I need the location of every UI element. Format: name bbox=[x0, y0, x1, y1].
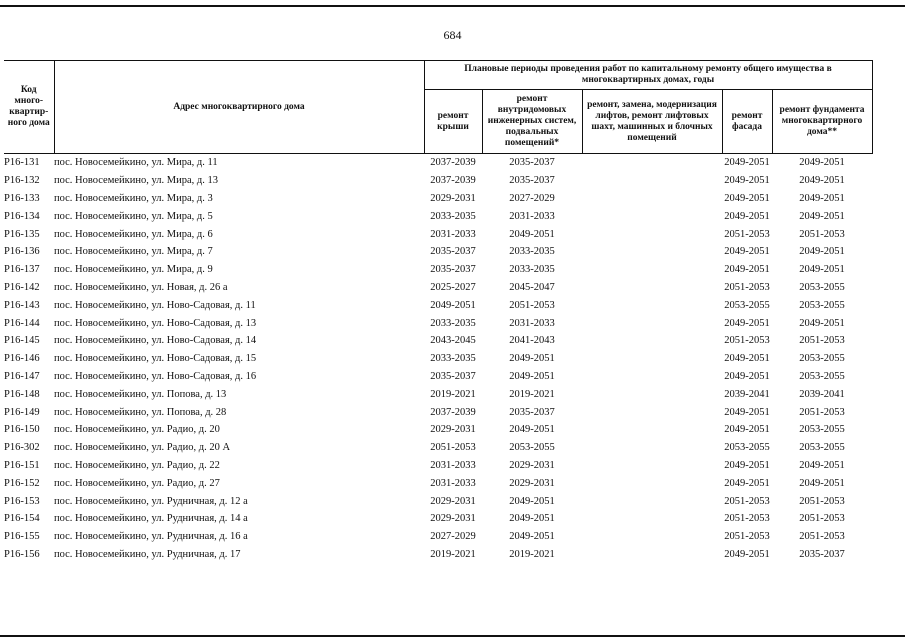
cell-facade: 2049-2051 bbox=[724, 210, 770, 222]
cell-roof: 2029-2031 bbox=[430, 495, 476, 507]
cell-code: Р16-137 bbox=[4, 264, 40, 276]
cell-code: Р16-150 bbox=[4, 424, 40, 436]
table-row bbox=[4, 510, 872, 528]
cell-roof: 2051-2053 bbox=[430, 442, 476, 454]
cell-address: пос. Новосемейкино, ул. Ново-Садовая, д. 14 bbox=[54, 335, 257, 347]
cell-systems: 2049-2051 bbox=[509, 370, 555, 382]
table-row bbox=[4, 492, 872, 510]
cell-systems: 2049-2051 bbox=[509, 353, 555, 365]
repair-schedule-table bbox=[4, 60, 873, 563]
table-row bbox=[4, 403, 872, 421]
table-row bbox=[4, 279, 872, 297]
cell-elevators bbox=[582, 243, 722, 261]
cell-address: пос. Новосемейкино, ул. Попова, д. 13 bbox=[54, 388, 227, 400]
cell-code: Р16-143 bbox=[4, 299, 40, 311]
cell-code: Р16-144 bbox=[4, 317, 40, 329]
cell-facade: 2049-2051 bbox=[724, 353, 770, 365]
cell-systems: 2041-2043 bbox=[509, 335, 555, 347]
cell-foundation: 2049-2051 bbox=[799, 157, 845, 169]
cell-facade: 2051-2053 bbox=[724, 531, 770, 543]
cell-systems: 2049-2051 bbox=[509, 531, 555, 543]
cell-systems: 2033-2035 bbox=[509, 264, 555, 276]
cell-address: пос. Новосемейкино, ул. Рудничная, д. 14 а bbox=[54, 513, 248, 525]
cell-roof: 2033-2035 bbox=[430, 353, 476, 365]
cell-elevators bbox=[582, 457, 722, 475]
cell-systems: 2049-2051 bbox=[509, 495, 555, 507]
cell-elevators bbox=[582, 225, 722, 243]
cell-systems: 2029-2031 bbox=[509, 477, 555, 489]
cell-address: пос. Новосемейкино, ул. Мира, д. 9 bbox=[54, 264, 213, 276]
cell-code: Р16-154 bbox=[4, 513, 40, 525]
cell-foundation: 2049-2051 bbox=[799, 264, 845, 276]
cell-roof: 2049-2051 bbox=[430, 299, 476, 311]
cell-address: пос. Новосемейкино, ул. Мира, д. 7 bbox=[54, 246, 213, 258]
cell-elevators bbox=[582, 385, 722, 403]
cell-roof: 2029-2031 bbox=[430, 513, 476, 525]
cell-address: пос. Новосемейкино, ул. Ново-Садовая, д. 15 bbox=[54, 353, 257, 365]
cell-foundation: 2053-2055 bbox=[799, 299, 845, 311]
cell-elevators bbox=[582, 421, 722, 439]
cell-code: Р16-149 bbox=[4, 406, 40, 418]
cell-roof: 2029-2031 bbox=[430, 424, 476, 436]
cell-elevators bbox=[582, 207, 722, 225]
cell-address: пос. Новосемейкино, ул. Радио, д. 20 bbox=[54, 424, 220, 436]
cell-facade: 2051-2053 bbox=[724, 335, 770, 347]
cell-foundation: 2053-2055 bbox=[799, 353, 845, 365]
cell-facade: 2051-2053 bbox=[724, 513, 770, 525]
cell-systems: 2051-2053 bbox=[509, 299, 555, 311]
cell-foundation: 2051-2053 bbox=[799, 531, 845, 543]
cell-code: Р16-302 bbox=[4, 442, 40, 454]
cell-roof: 2035-2037 bbox=[430, 370, 476, 382]
cell-roof: 2031-2033 bbox=[430, 228, 476, 240]
table-row bbox=[4, 439, 872, 457]
cell-foundation: 2049-2051 bbox=[799, 477, 845, 489]
cell-elevators bbox=[582, 528, 722, 546]
cell-address: пос. Новосемейкино, ул. Радио, д. 22 bbox=[54, 459, 220, 471]
cell-code: Р16-151 bbox=[4, 459, 40, 471]
cell-address: пос. Новосемейкино, ул. Новая, д. 26 а bbox=[54, 281, 228, 293]
cell-facade: 2053-2055 bbox=[724, 299, 770, 311]
cell-facade: 2049-2051 bbox=[724, 548, 770, 560]
header-periods-group: Плановые периоды проведения работ по капитальному ремонту общего имущества в многоквартирных домах, годы bbox=[424, 61, 872, 90]
cell-address: пос. Новосемейкино, ул. Рудничная, д. 12 а bbox=[54, 495, 248, 507]
cell-address: пос. Новосемейкино, ул. Рудничная, д. 16 а bbox=[54, 531, 248, 543]
cell-foundation: 2053-2055 bbox=[799, 281, 845, 293]
cell-code: Р16-155 bbox=[4, 531, 40, 543]
cell-address: пос. Новосемейкино, ул. Мира, д. 3 bbox=[54, 192, 213, 204]
cell-code: Р16-136 bbox=[4, 246, 40, 258]
cell-elevators bbox=[582, 332, 722, 350]
cell-address: пос. Новосемейкино, ул. Мира, д. 5 bbox=[54, 210, 213, 222]
cell-elevators bbox=[582, 510, 722, 528]
table-row bbox=[4, 314, 872, 332]
cell-elevators bbox=[582, 279, 722, 297]
cell-address: пос. Новосемейкино, ул. Попова, д. 28 bbox=[54, 406, 227, 418]
cell-code: Р16-153 bbox=[4, 495, 40, 507]
cell-roof: 2037-2039 bbox=[430, 157, 476, 169]
cell-foundation: 2049-2051 bbox=[799, 246, 845, 258]
header-elevators: ремонт, замена, модернизация лифтов, ремонт лифтовых шахт, машинных и блочных помещений bbox=[582, 90, 722, 154]
table-row bbox=[4, 261, 872, 279]
cell-address: пос. Новосемейкино, ул. Ново-Садовая, д. 11 bbox=[54, 299, 256, 311]
table-row bbox=[4, 421, 872, 439]
cell-roof: 2027-2029 bbox=[430, 531, 476, 543]
cell-facade: 2051-2053 bbox=[724, 228, 770, 240]
cell-systems: 2033-2035 bbox=[509, 246, 555, 258]
cell-systems: 2019-2021 bbox=[509, 548, 555, 560]
header-code: Код много-квартир-ного дома bbox=[4, 61, 54, 154]
cell-address: пос. Новосемейкино, ул. Ново-Садовая, д. 13 bbox=[54, 317, 257, 329]
cell-elevators bbox=[582, 314, 722, 332]
cell-address: пос. Новосемейкино, ул. Рудничная, д. 17 bbox=[54, 548, 241, 560]
cell-address: пос. Новосемейкино, ул. Мира, д. 11 bbox=[54, 157, 218, 169]
header-systems: ремонт внутридомовых инженерных систем, подвальных помещений* bbox=[482, 90, 582, 154]
cell-roof: 2037-2039 bbox=[430, 175, 476, 187]
table-row bbox=[4, 528, 872, 546]
table-row bbox=[4, 296, 872, 314]
table-row bbox=[4, 243, 872, 261]
cell-systems: 2045-2047 bbox=[509, 281, 555, 293]
cell-elevators bbox=[582, 439, 722, 457]
cell-roof: 2043-2045 bbox=[430, 335, 476, 347]
table-row bbox=[4, 385, 872, 403]
cell-elevators bbox=[582, 492, 722, 510]
cell-facade: 2049-2051 bbox=[724, 246, 770, 258]
cell-code: Р16-156 bbox=[4, 548, 40, 560]
cell-roof: 2033-2035 bbox=[430, 317, 476, 329]
cell-systems: 2053-2055 bbox=[509, 442, 555, 454]
cell-foundation: 2051-2053 bbox=[799, 228, 845, 240]
table-row bbox=[4, 474, 872, 492]
table-row bbox=[4, 154, 872, 172]
cell-code: Р16-131 bbox=[4, 157, 40, 169]
cell-code: Р16-134 bbox=[4, 210, 40, 222]
cell-roof: 2031-2033 bbox=[430, 477, 476, 489]
cell-foundation: 2035-2037 bbox=[799, 548, 845, 560]
cell-facade: 2039-2041 bbox=[724, 388, 770, 400]
header-foundation: ремонт фундамента многоквартирного дома** bbox=[772, 90, 872, 154]
table-row bbox=[4, 190, 872, 208]
cell-facade: 2049-2051 bbox=[724, 406, 770, 418]
cell-elevators bbox=[582, 350, 722, 368]
cell-code: Р16-135 bbox=[4, 228, 40, 240]
cell-foundation: 2051-2053 bbox=[799, 335, 845, 347]
cell-foundation: 2049-2051 bbox=[799, 175, 845, 187]
cell-foundation: 2051-2053 bbox=[799, 406, 845, 418]
table-row bbox=[4, 368, 872, 386]
cell-systems: 2031-2033 bbox=[509, 317, 555, 329]
cell-foundation: 2049-2051 bbox=[799, 192, 845, 204]
cell-roof: 2025-2027 bbox=[430, 281, 476, 293]
cell-code: Р16-146 bbox=[4, 353, 40, 365]
cell-code: Р16-147 bbox=[4, 370, 40, 382]
cell-address: пос. Новосемейкино, ул. Мира, д. 6 bbox=[54, 228, 213, 240]
cell-elevators bbox=[582, 403, 722, 421]
cell-foundation: 2053-2055 bbox=[799, 442, 845, 454]
cell-code: Р16-148 bbox=[4, 388, 40, 400]
cell-foundation: 2049-2051 bbox=[799, 210, 845, 222]
cell-foundation: 2039-2041 bbox=[799, 388, 845, 400]
cell-roof: 2031-2033 bbox=[430, 459, 476, 471]
cell-elevators bbox=[582, 172, 722, 190]
cell-foundation: 2053-2055 bbox=[799, 370, 845, 382]
cell-address: пос. Новосемейкино, ул. Радио, д. 20 А bbox=[54, 442, 231, 454]
cell-foundation: 2049-2051 bbox=[799, 317, 845, 329]
cell-systems: 2049-2051 bbox=[509, 228, 555, 240]
cell-systems: 2031-2033 bbox=[509, 210, 555, 222]
cell-facade: 2049-2051 bbox=[724, 317, 770, 329]
cell-elevators bbox=[582, 546, 722, 564]
table-row bbox=[4, 350, 872, 368]
cell-systems: 2019-2021 bbox=[509, 388, 555, 400]
cell-elevators bbox=[582, 261, 722, 279]
cell-facade: 2049-2051 bbox=[724, 192, 770, 204]
cell-roof: 2033-2035 bbox=[430, 210, 476, 222]
cell-code: Р16-145 bbox=[4, 335, 40, 347]
cell-elevators bbox=[582, 154, 722, 172]
table-row bbox=[4, 457, 872, 475]
cell-systems: 2027-2029 bbox=[509, 192, 555, 204]
cell-elevators bbox=[582, 368, 722, 386]
cell-code: Р16-142 bbox=[4, 281, 40, 293]
cell-facade: 2049-2051 bbox=[724, 157, 770, 169]
table-row bbox=[4, 172, 872, 190]
page-number: 684 bbox=[443, 28, 462, 42]
cell-address: пос. Новосемейкино, ул. Радио, д. 27 bbox=[54, 477, 220, 489]
cell-facade: 2049-2051 bbox=[724, 175, 770, 187]
cell-roof: 2019-2021 bbox=[430, 548, 476, 560]
cell-facade: 2049-2051 bbox=[724, 459, 770, 471]
cell-systems: 2035-2037 bbox=[509, 406, 555, 418]
cell-systems: 2049-2051 bbox=[509, 513, 555, 525]
cell-systems: 2035-2037 bbox=[509, 157, 555, 169]
table-row bbox=[4, 546, 872, 564]
cell-roof: 2029-2031 bbox=[430, 192, 476, 204]
cell-roof: 2037-2039 bbox=[430, 406, 476, 418]
cell-elevators bbox=[582, 474, 722, 492]
cell-systems: 2049-2051 bbox=[509, 424, 555, 436]
cell-foundation: 2053-2055 bbox=[799, 424, 845, 436]
cell-systems: 2035-2037 bbox=[509, 175, 555, 187]
cell-address: пос. Новосемейкино, ул. Мира, д. 13 bbox=[54, 175, 218, 187]
table-row bbox=[4, 225, 872, 243]
cell-foundation: 2051-2053 bbox=[799, 513, 845, 525]
table-body bbox=[4, 154, 872, 564]
header-roof: ремонт крыши bbox=[424, 90, 482, 154]
cell-roof: 2019-2021 bbox=[430, 388, 476, 400]
cell-facade: 2049-2051 bbox=[724, 264, 770, 276]
cell-foundation: 2051-2053 bbox=[799, 495, 845, 507]
cell-facade: 2051-2053 bbox=[724, 281, 770, 293]
cell-elevators bbox=[582, 190, 722, 208]
header-facade: ремонт фасада bbox=[722, 90, 772, 154]
cell-facade: 2051-2053 bbox=[724, 495, 770, 507]
cell-facade: 2049-2051 bbox=[724, 370, 770, 382]
table-row bbox=[4, 332, 872, 350]
cell-roof: 2035-2037 bbox=[430, 246, 476, 258]
cell-facade: 2049-2051 bbox=[724, 477, 770, 489]
cell-systems: 2029-2031 bbox=[509, 459, 555, 471]
cell-address: пос. Новосемейкино, ул. Ново-Садовая, д. 16 bbox=[54, 370, 257, 382]
bottom-rule bbox=[0, 635, 905, 637]
cell-foundation: 2049-2051 bbox=[799, 459, 845, 471]
cell-code: Р16-152 bbox=[4, 477, 40, 489]
cell-code: Р16-132 bbox=[4, 175, 40, 187]
header-address: Адрес многоквартирного дома bbox=[54, 61, 424, 154]
cell-roof: 2035-2037 bbox=[430, 264, 476, 276]
top-rule bbox=[0, 5, 905, 7]
table-row bbox=[4, 207, 872, 225]
cell-elevators bbox=[582, 296, 722, 314]
cell-facade: 2053-2055 bbox=[724, 442, 770, 454]
cell-facade: 2049-2051 bbox=[724, 424, 770, 436]
cell-code: Р16-133 bbox=[4, 192, 40, 204]
